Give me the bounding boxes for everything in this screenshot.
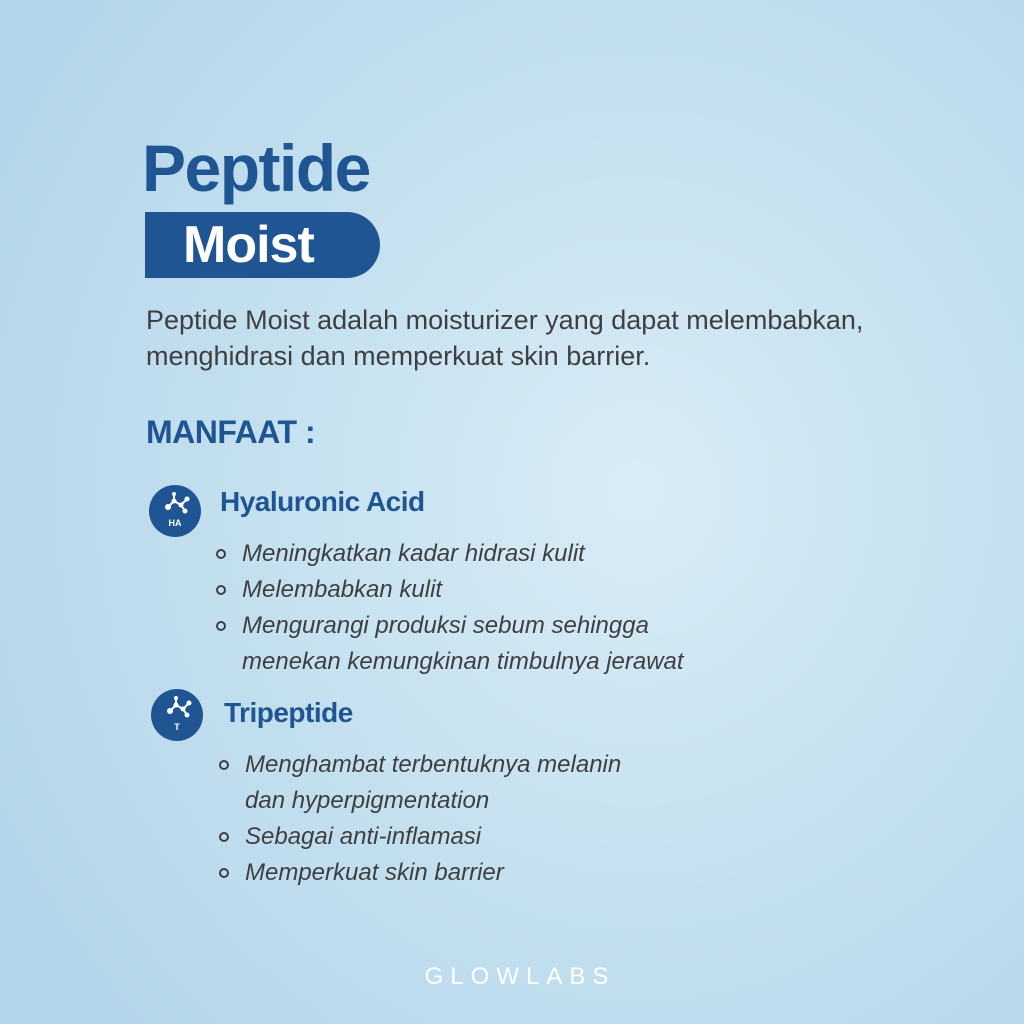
bullet-icon bbox=[216, 549, 226, 559]
product-subtitle: Moist bbox=[183, 216, 314, 274]
product-description: Peptide Moist adalah moisturizer yang dapat melembabkan, menghidrasi dan memperkuat skin barrier. bbox=[146, 305, 864, 371]
ingredient-name: Hyaluronic Acid bbox=[220, 486, 425, 517]
molecule-icon bbox=[151, 689, 203, 741]
list-item: Melembabkan kulit bbox=[216, 572, 776, 608]
molecule-icon bbox=[149, 485, 201, 537]
icon-label: HA bbox=[168, 518, 182, 528]
bullet-icon bbox=[219, 760, 229, 770]
list-item: Memperkuat skin barrier bbox=[219, 855, 659, 891]
subtitle-pill bbox=[145, 212, 380, 278]
list-item: Meningkatkan kadar hidrasi kulit bbox=[216, 536, 776, 572]
bullet-icon bbox=[216, 585, 226, 595]
list-item: Menghambat terbentuknya melanin dan hyperpigmentation bbox=[219, 747, 659, 819]
product-title: Peptide bbox=[142, 131, 370, 205]
ingredient-name: Tripeptide bbox=[224, 697, 353, 728]
ingredient-benefits-list bbox=[219, 747, 659, 891]
bullet-icon bbox=[216, 621, 226, 631]
bullet-icon bbox=[219, 868, 229, 878]
list-item: Mengurangi produksi sebum sehingga menekan kemungkinan timbulnya jerawat bbox=[216, 608, 712, 680]
icon-label: T bbox=[174, 722, 180, 732]
benefits-heading: MANFAAT : bbox=[146, 414, 316, 450]
ingredient-benefits-list bbox=[216, 536, 776, 680]
list-item: Sebagai anti-inflamasi bbox=[219, 819, 659, 855]
brand-logo: GLOWLABS bbox=[424, 963, 616, 990]
bullet-icon bbox=[219, 832, 229, 842]
